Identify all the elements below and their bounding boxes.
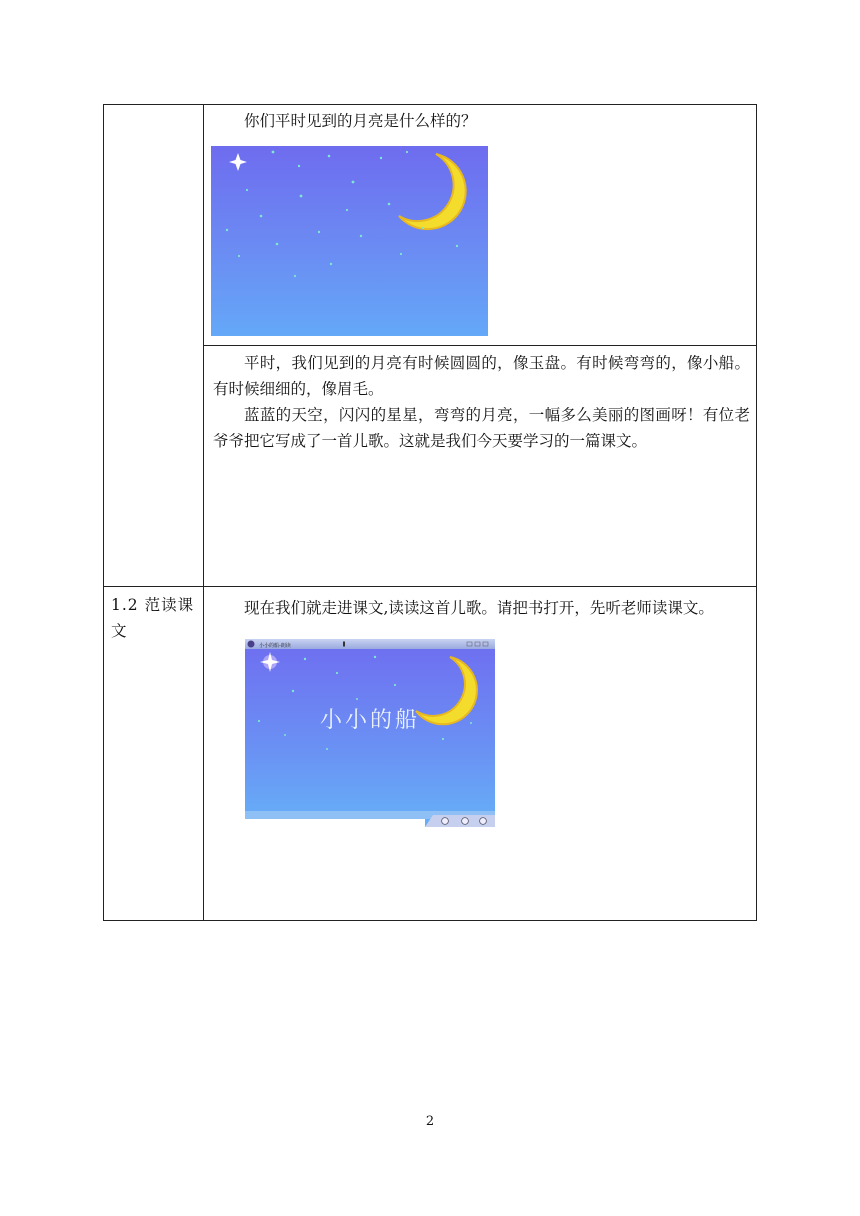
app-icon <box>248 641 255 648</box>
content-cell <box>204 587 757 921</box>
content-cell <box>204 346 757 587</box>
pause-button <box>442 818 449 825</box>
volume-button <box>480 818 487 825</box>
row-label: 1.2 范读课文 <box>111 596 195 640</box>
table-row <box>104 587 757 921</box>
paragraph-text: 蓝蓝的天空，闪闪的星星，弯弯的月亮，一幅多么美丽的图画呀！有位老爷爷把它写成了一首儿歌。这就是我们今天要学习的一篇课文。 <box>213 406 750 450</box>
content-cell <box>204 105 757 346</box>
row-label <box>104 105 203 110</box>
moon-night-picture <box>211 146 488 336</box>
page-number: 2 <box>425 1114 435 1129</box>
question-text: 你们平时见到的月亮是什么样的？ <box>244 112 477 130</box>
lesson-table <box>103 104 757 921</box>
row-label-cell <box>104 105 204 587</box>
row-label-cell <box>104 587 204 921</box>
table-row <box>104 105 757 346</box>
paragraph-text: 现在我们就走进课文,读读这首儿歌。请把书打开，先听老师读课文。 <box>244 599 714 617</box>
window-title: 小小的船-朗读 <box>259 643 291 649</box>
slide-title: 小小的船 <box>319 708 421 733</box>
player-screenshot <box>245 639 495 827</box>
paragraph-text: 平时，我们见到的月亮有时候圆圆的，像玉盘。有时候弯弯的，像小船。有时候细细的，像眉毛。 <box>213 354 750 398</box>
stop-button <box>462 818 469 825</box>
